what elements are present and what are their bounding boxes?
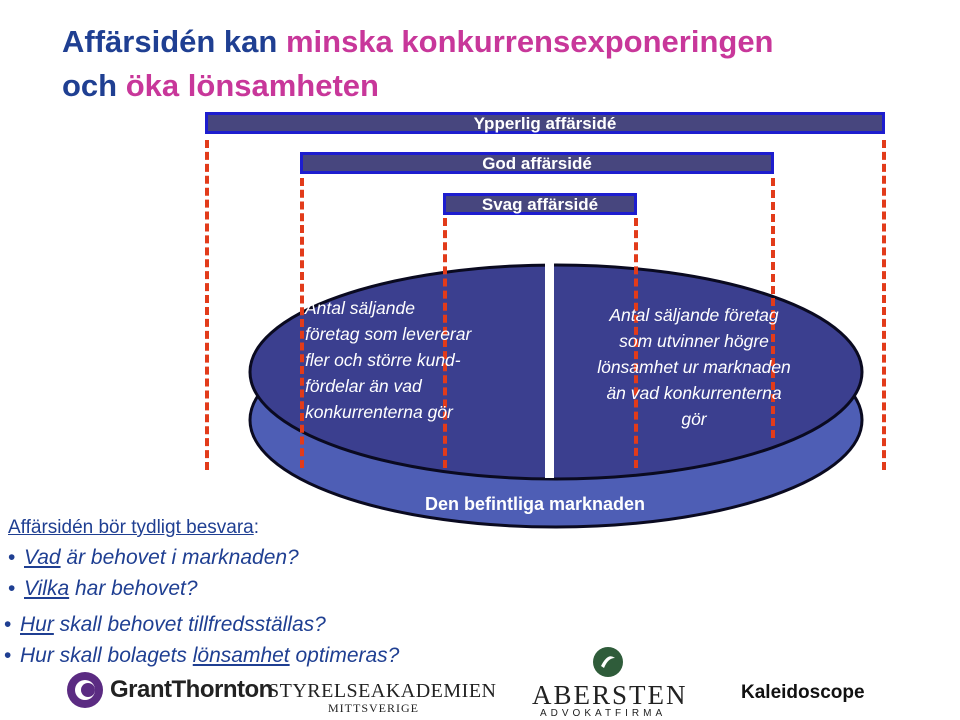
- question-text: skall behovet tillfredsställas?: [53, 613, 326, 636]
- question-item: [8, 577, 198, 601]
- question-keyword: lönsamhet: [192, 644, 290, 667]
- grant-thornton-logo-icon: [66, 671, 104, 709]
- left-line: Antal säljande: [305, 298, 415, 318]
- heading-text: Affärsidén bör tydligt besvara: [8, 517, 254, 538]
- divider-line: [545, 248, 554, 478]
- abersten-logo-icon: [592, 646, 624, 678]
- left-description: [305, 295, 471, 425]
- question-text: har behovet?: [69, 577, 198, 600]
- right-line: Antal säljande företag: [609, 305, 779, 325]
- title-part: Affärsidén kan: [62, 24, 286, 59]
- abersten-logo: ABERSTEN: [532, 680, 688, 710]
- title-accent: minska konkurrensexponeringen: [285, 24, 774, 59]
- abersten-sub: ADVOKATFIRMA: [540, 708, 667, 719]
- bullet-icon: •: [4, 613, 12, 636]
- left-line: konkurrenterna gör: [305, 402, 453, 422]
- bullet-icon: •: [8, 546, 16, 569]
- dashed-guide-right-outer: [882, 140, 886, 470]
- dashed-guide-left-outer: [205, 140, 209, 470]
- title-part: och: [62, 68, 126, 103]
- styrelseakademien-logo: STYRELSEAKADEMIEN: [268, 680, 497, 702]
- right-description: [560, 302, 828, 432]
- right-line: än vad konkurrenterna: [606, 383, 782, 403]
- bar-weak: Svag affärsidé: [443, 193, 637, 215]
- left-line: fördelar än vad: [305, 376, 422, 396]
- question-keyword: Vilka: [24, 577, 70, 600]
- bullet-icon: •: [8, 577, 16, 600]
- question-item: [4, 644, 399, 668]
- question-item: [8, 546, 299, 570]
- question-item: [4, 613, 326, 637]
- bar-good: God affärsidé: [300, 152, 774, 174]
- question-text: Hur skall bolagets: [20, 644, 193, 667]
- question-text: optimeras?: [289, 644, 400, 667]
- question-keyword: Vad: [24, 546, 61, 569]
- kaleidoscope-logo: Kaleidoscope: [741, 682, 865, 703]
- dashed-guide-left-mid: [300, 178, 304, 468]
- questions-heading: [8, 517, 259, 539]
- title-accent: öka lönsamheten: [125, 68, 379, 103]
- right-line: som utvinner högre: [619, 331, 769, 351]
- grant-thornton-logo: GrantThornton: [110, 676, 273, 703]
- right-line: lönsamhet ur marknaden: [597, 357, 791, 377]
- bar-excellent: Ypperlig affärsidé: [205, 112, 885, 134]
- question-text: är behovet i marknaden?: [60, 546, 299, 569]
- question-keyword: Hur: [20, 613, 54, 636]
- left-line: fler och större kund-: [305, 350, 461, 370]
- right-line: gör: [681, 409, 707, 429]
- bullet-icon: •: [4, 644, 12, 667]
- market-label: Den befintliga marknaden: [425, 494, 646, 514]
- heading-colon: :: [253, 517, 260, 538]
- left-line: företag som levererar: [305, 324, 472, 344]
- styrelseakademien-sub: MITTSVERIGE: [328, 701, 419, 715]
